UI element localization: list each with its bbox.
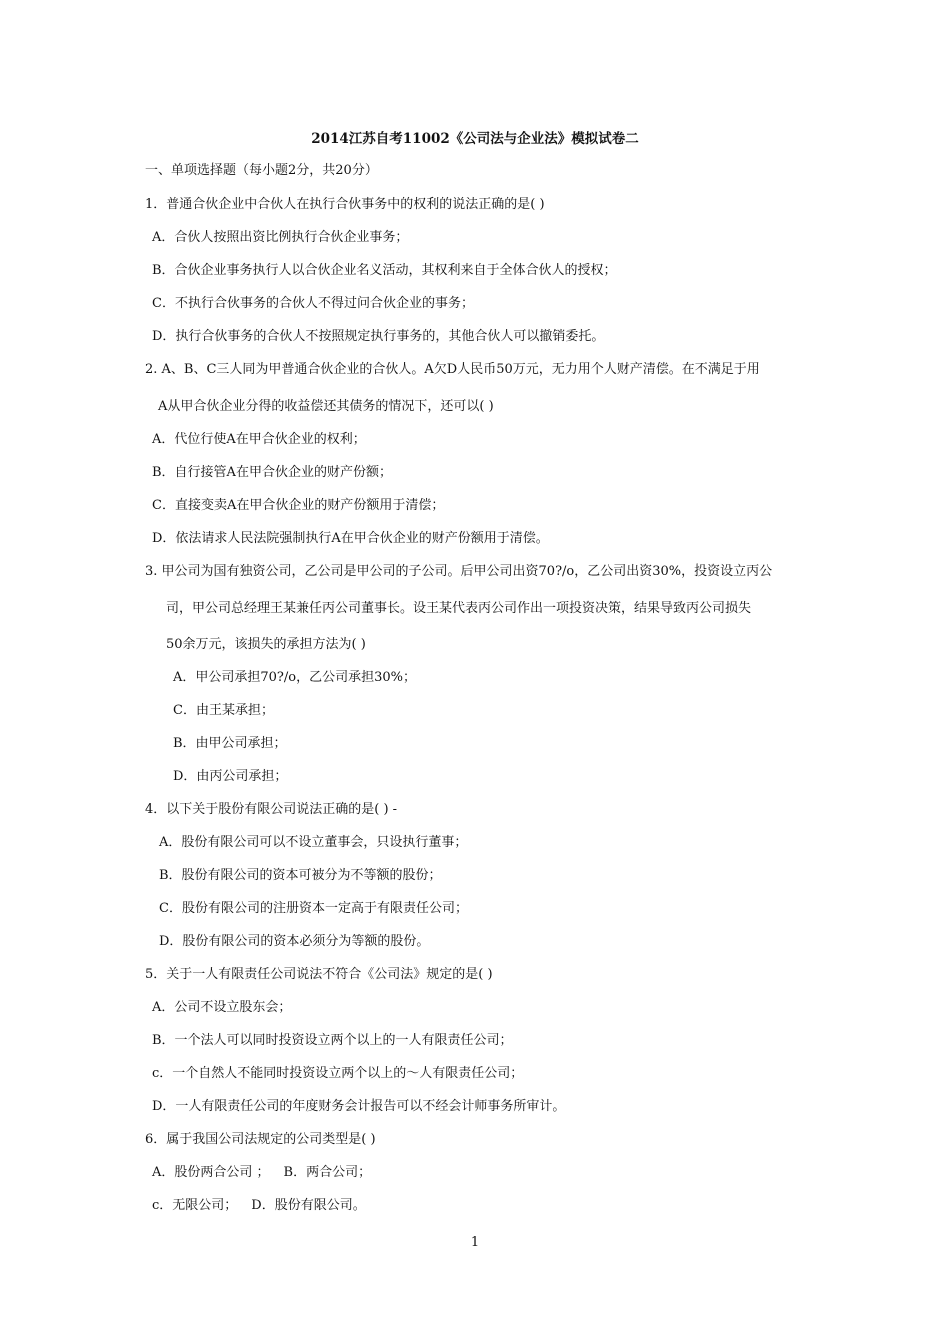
question-stem-continued: A从甲合伙企业分得的收益偿还其债务的情况下，还可以( ) (158, 399, 494, 414)
question-stem: 4．以下关于股份有限公司说法正确的是( ) - (145, 802, 398, 817)
option: B．一个法人可以同时投资设立两个以上的一人有限责任公司； (152, 1033, 513, 1048)
option-row (152, 1164, 371, 1182)
question-stem-continued: 司，甲公司总经理王某兼任丙公司董事长。设王某代表丙公司作出一项投资决策，结果导致丙公司损失 (166, 601, 752, 616)
question-stem: 2. A、B、C三人同为甲普通合伙企业的合伙人。A欠D人民币50万元，无力用个人财产清偿。在不满足于用 (145, 362, 760, 377)
option: B．股份有限公司的资本可被分为不等额的股份； (159, 868, 442, 883)
option: A．股份两合公司 ； (152, 1165, 270, 1180)
page-number: 1 (470, 1235, 480, 1250)
question-stem: 6．属于我国公司法规定的公司类型是( ) (145, 1132, 376, 1147)
option: D．执行合伙事务的合伙人不按照规定执行事务的，其他合伙人可以撤销委托。 (152, 329, 605, 344)
question-stem: 1．普通合伙企业中合伙人在执行合伙事务中的权利的说法正确的是( ) (145, 197, 545, 212)
question-stem-continued: 50余万元，该损失的承担方法为( ) (166, 637, 366, 652)
option: B．由甲公司承担； (173, 736, 287, 751)
question-stem: 5．关于一人有限责任公司说法不符合《公司法》规定的是( ) (145, 967, 493, 982)
option: B．两合公司； (283, 1165, 372, 1180)
option: D．一人有限责任公司的年度财务会计报告可以不经会计师事务所审计。 (152, 1099, 566, 1114)
option: A．合伙人按照出资比例执行合伙企业事务； (152, 230, 409, 245)
option: C．由王某承担； (173, 703, 274, 718)
question-stem: 3. 甲公司为国有独资公司，乙公司是甲公司的子公司。后甲公司出资70?/o，乙公司出资30%，投资设立丙公 (145, 564, 773, 579)
document-title: 2014江苏自考11002《公司法与企业法》模拟试卷二 (311, 131, 639, 147)
option: A．公司不设立股东会； (152, 1000, 292, 1015)
option: D．由丙公司承担； (173, 769, 288, 784)
option: C．不执行合伙事务的合伙人不得过问合伙企业的事务； (152, 296, 474, 311)
option: A．甲公司承担70?/o，乙公司承担30%； (173, 670, 417, 685)
option: c．一个自然人不能同时投资设立两个以上的～人有限责任公司； (152, 1066, 524, 1081)
section-heading: 一、单项选择题（每小题2分，共20分） (145, 163, 378, 178)
option: D．股份有限公司的资本必须分为等额的股份。 (159, 934, 430, 949)
option: B．合伙企业事务执行人以合伙企业名义活动，其权利来自于全体合伙人的授权； (152, 263, 617, 278)
option: D．依法请求人民法院强制执行A在甲合伙企业的财产份额用于清偿。 (152, 531, 549, 546)
option: A．股份有限公司可以不设立董事会，只设执行董事； (159, 835, 468, 850)
option: B．自行接管A在甲合伙企业的财产份额； (152, 465, 392, 480)
option: c．无限公司； (152, 1198, 238, 1213)
option: C．股份有限公司的注册资本一定高于有限责任公司； (159, 901, 468, 916)
option-row (152, 1197, 366, 1215)
option: D．股份有限公司。 (251, 1198, 366, 1213)
option: A．代位行使A在甲合伙企业的权利； (152, 432, 366, 447)
option: C．直接变卖A在甲合伙企业的财产份额用于清偿； (152, 498, 445, 513)
